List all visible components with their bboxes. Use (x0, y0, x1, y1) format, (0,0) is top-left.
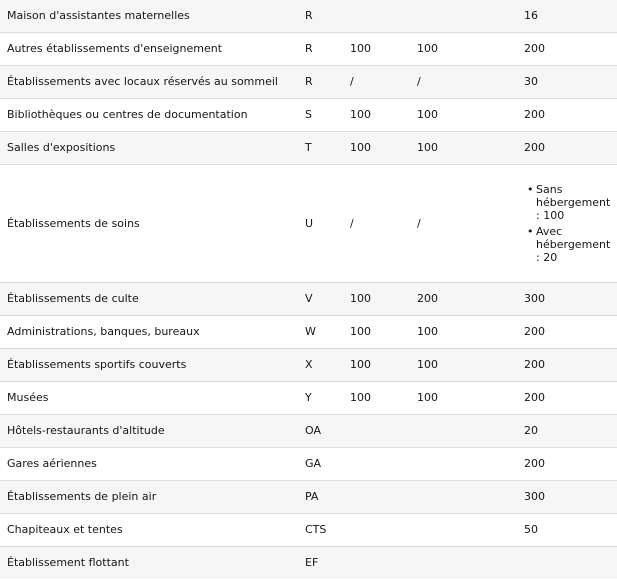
row-value-3: 16 (512, 0, 617, 33)
row-type: X (297, 349, 342, 382)
table-row (0, 132, 617, 165)
row-value-1: 100 (342, 33, 409, 66)
row-type: OA (297, 415, 342, 448)
row-value-2: 100 (409, 99, 512, 132)
row-label: Maison d'assistantes maternelles (0, 0, 297, 33)
row-value-3: 200 (512, 349, 617, 382)
row-value-3: 300 (512, 481, 617, 514)
table-row (0, 66, 617, 99)
row-value-2 (409, 481, 512, 514)
row-value-2 (409, 547, 512, 580)
row-value-2: 100 (409, 349, 512, 382)
row-type: S (297, 99, 342, 132)
row-type: T (297, 132, 342, 165)
row-value-2 (409, 0, 512, 33)
row-value-3: 50 (512, 514, 617, 547)
row-value-3: 20 (512, 415, 617, 448)
list-item: • Avec hébergement : 20 (536, 225, 617, 264)
table-row (0, 481, 617, 514)
row-label: Établissements avec locaux réservés au sommeil (0, 66, 297, 99)
table-row (0, 165, 617, 283)
table-row (0, 514, 617, 547)
row-value-3: 30 (512, 66, 617, 99)
row-value-1: 100 (342, 382, 409, 415)
row-value-2 (409, 514, 512, 547)
row-value-2: 100 (409, 33, 512, 66)
table-row (0, 33, 617, 66)
row-label: Gares aériennes (0, 448, 297, 481)
row-value-3: 200 (512, 99, 617, 132)
row-type: W (297, 316, 342, 349)
row-label: Musées (0, 382, 297, 415)
table-row (0, 316, 617, 349)
row-type: R (297, 0, 342, 33)
row-value-1: 100 (342, 283, 409, 316)
table-row (0, 283, 617, 316)
row-label: Autres établissements d'enseignement (0, 33, 297, 66)
row-type: EF (297, 547, 342, 580)
row-value-1 (342, 0, 409, 33)
row-value-2: 100 (409, 316, 512, 349)
row-label: Établissements de culte (0, 283, 297, 316)
row-label: Bibliothèques ou centres de documentation (0, 99, 297, 132)
row-label: Administrations, banques, bureaux (0, 316, 297, 349)
row-value-3: 200 (512, 132, 617, 165)
row-value-2 (409, 415, 512, 448)
row-type: R (297, 66, 342, 99)
row-value-1 (342, 547, 409, 580)
row-value-1 (342, 415, 409, 448)
row-value-3: 200 (512, 448, 617, 481)
table-row (0, 415, 617, 448)
row-type: U (297, 165, 342, 283)
row-type: PA (297, 481, 342, 514)
row-value-3 (512, 165, 617, 283)
row-value-2: 200 (409, 283, 512, 316)
row-value-2: / (409, 165, 512, 283)
row-label: Salles d'expositions (0, 132, 297, 165)
row-value-3: 200 (512, 316, 617, 349)
row-type: Y (297, 382, 342, 415)
row-value-1 (342, 514, 409, 547)
table-row (0, 0, 617, 33)
table-row (0, 382, 617, 415)
row-value-2: / (409, 66, 512, 99)
row-value-2: 100 (409, 382, 512, 415)
table-row (0, 349, 617, 382)
row-value-1: 100 (342, 316, 409, 349)
capacity-list (524, 183, 617, 264)
row-value-1: / (342, 165, 409, 283)
table-row (0, 99, 617, 132)
list-item: • Sans hébergement : 100 (536, 183, 617, 222)
row-value-1 (342, 481, 409, 514)
row-value-1: 100 (342, 349, 409, 382)
row-value-2 (409, 448, 512, 481)
row-type: GA (297, 448, 342, 481)
row-value-3: 300 (512, 283, 617, 316)
row-value-3: 200 (512, 33, 617, 66)
row-label: Établissements de soins (0, 165, 297, 283)
row-label: Hôtels-restaurants d'altitude (0, 415, 297, 448)
row-value-1 (342, 448, 409, 481)
row-type: R (297, 33, 342, 66)
row-label: Chapiteaux et tentes (0, 514, 297, 547)
row-value-2: 100 (409, 132, 512, 165)
row-type: V (297, 283, 342, 316)
table-row (0, 448, 617, 481)
row-value-3: 200 (512, 382, 617, 415)
row-label: Établissement flottant (0, 547, 297, 580)
row-label: Établissements de plein air (0, 481, 297, 514)
table-row (0, 547, 617, 580)
row-value-1: 100 (342, 99, 409, 132)
row-value-3 (512, 547, 617, 580)
row-value-1: / (342, 66, 409, 99)
row-value-1: 100 (342, 132, 409, 165)
row-type: CTS (297, 514, 342, 547)
row-label: Établissements sportifs couverts (0, 349, 297, 382)
